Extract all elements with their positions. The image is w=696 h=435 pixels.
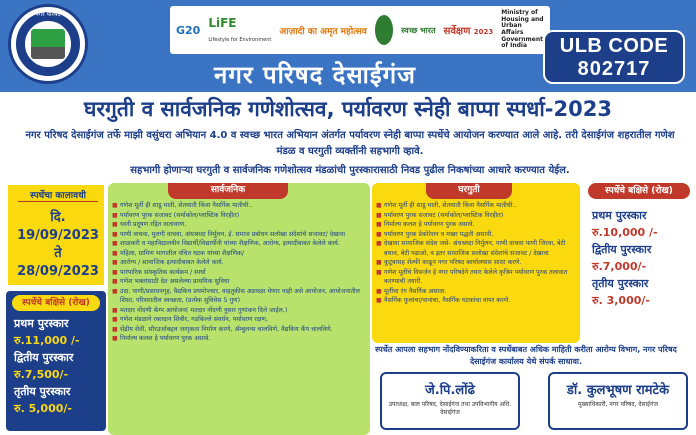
- council-name: नगर परिषद देसाईगंज: [214, 61, 416, 89]
- signature-block: [548, 372, 688, 430]
- ulb-code-value: 802717: [577, 58, 651, 80]
- criteria-item: ■ गणेश मूर्तीचे विसर्जन हे नगर परिषदेने तयार केलेले कृत्रिम पर्यावरण पुरक तलावात करण्याची तयारी.: [376, 268, 576, 287]
- criteria-item: ■ पर्यावरण पूरक सजावट (थर्माकोल/प्लास्टिक विरहीत): [112, 211, 366, 221]
- prize-name: द्वितीय पुरस्कार: [14, 351, 74, 364]
- household-criteria-label: घरगुती: [426, 183, 512, 199]
- logo-strip: [170, 6, 550, 54]
- criteria-item: ■ शाळकरी व महाविद्यालयीन विद्यार्थी/विद्यार्थीनी यांच्या शैक्षणिक, आरोग्य, इत्यादीबाबत केलेले कार्य.: [112, 239, 366, 249]
- criteria-item: ■ निर्माल्य कलश हे पर्यावरण पुरक असावे.: [376, 220, 576, 230]
- schedule-dates: [12, 209, 104, 281]
- criteria-item: ■ मूर्तीचा रंग नैसर्गिक असावा.: [376, 287, 576, 297]
- prizes-right-box: [588, 183, 690, 355]
- life-logo-subtitle: Lifestyle for Environment: [208, 37, 272, 43]
- prize-name: प्रथम पुरस्कार: [14, 317, 69, 330]
- criteria-item: ■ सेंद्रीय शेती, सौरउर्जाबद्दल जागृकता निर्माण करणे, ॲम्बुलन्स चालविणे, वैद्यकिय कॅंप चालविणे.: [112, 325, 366, 335]
- criteria-subline: सहभागी होणाऱ्या घरगुती व सार्वजनिक गणेशोत्सव मंडळांची पुरस्कारासाठी निवड पुढील निकषांच्या आधारे करण्यात येईल.: [130, 165, 570, 176]
- criteria-item: ■ कुटूंबासह शेल्फी काढून नगर परिषद कार्यालयास सादर करणे.: [376, 258, 576, 268]
- contact-note: स्पर्धेत आपला सहभाग नोंदविण्याकरिता व स्पर्धेबाबत अधिक माहिती करीता आरोग्य विभाग, नगर परिषद देसाईगंज कार्यालय येथे संपर्क साधावा.: [375, 345, 677, 366]
- schedule-box: [6, 183, 106, 287]
- criteria-item: ■ नैसर्गिक फुलांचा/पानांचा, नैसर्गिक घटकांचा वापर करणे.: [376, 296, 576, 306]
- prize-amount: रु.11,000 /-: [14, 334, 80, 347]
- emblem-core-icon: [31, 29, 65, 59]
- azadi-logo: आज़ादी का अमृत महोत्सव: [279, 26, 367, 37]
- public-criteria-label: सार्वजनिक: [168, 183, 288, 199]
- ulb-code-badge: [543, 30, 685, 84]
- criteria-item: ■ मतदार नोंदणी कॅम्प आयोजन( मतदार नोंदणी नुसार गुणांकन दिले जाईल.): [112, 306, 366, 316]
- criteria-item: ■ गणेश मंडळाने रक्तदान शिबीर, गडकिल्ले संवर्धन, पर्यावरण रक्षण,: [112, 315, 366, 325]
- criteria-item: ■ गणेश भक्तांसाठी देत असलेल्या प्राथमिक सुविधा: [112, 277, 366, 287]
- prizes-right-label: स्पर्धेचे बक्षिसे (रोख): [588, 183, 690, 199]
- prize-amount: रु. 3,000/-: [592, 294, 650, 307]
- sarvekshan-year: 2023: [473, 28, 494, 36]
- schedule-from: दि. 19/09/2023: [17, 210, 99, 243]
- page-title: घरगुती व सार्वजनिक गणेशोत्सव, पर्यावरण स्नेही बाप्पा स्पर्धा-2023: [84, 97, 612, 121]
- swachh-bharat-icon: [375, 15, 393, 45]
- criteria-item: ■ पाणी वाचवा, मुलगी वाचवा, अंधश्रध्दा निर्मुलन, ई. समाज प्रबोधन सलोखा संदेशांचे सजावट/ देखावा: [112, 230, 366, 240]
- schedule-label: स्पर्धेचा कालावधी: [18, 188, 98, 202]
- sarvekshan-text: सर्वेक्षण: [443, 26, 471, 37]
- prize-amount: रु. 5,000/-: [14, 402, 72, 415]
- prize-name: तृतीय पुरस्कार: [592, 277, 649, 290]
- household-criteria-box: [372, 183, 580, 343]
- criteria-item: ■ निर्माल्य कलश हे पर्यावरण पुरक असावे.: [112, 334, 366, 344]
- signatory-role: उपाध्यक्ष, बाल परिषद, देसाईगंज तथा उपविभागीय अधि. देसाईगंज: [388, 401, 512, 416]
- schedule-to-word: ते: [54, 246, 62, 261]
- prizes-left-label: स्पर्धेचे बक्षिसे (रोख): [12, 295, 100, 311]
- prize-amount: रु.7,000/-: [592, 260, 647, 273]
- left-column: [0, 183, 108, 435]
- ministry-logo: Ministry of Housing and Urban Affairs Government of India: [501, 9, 544, 50]
- prize-amount: रु.10,000 /-: [592, 226, 658, 239]
- prizes-left-box: [6, 291, 106, 431]
- public-criteria-list: [112, 201, 366, 344]
- signatory-role: मुख्याधिकारी, नगर परिषद, देसाईगंज: [578, 401, 658, 408]
- criteria-item: ■ आरोग्य / सामाजिक इत्यादीबाबत केलेले कार्य.: [112, 258, 366, 268]
- life-logo: [208, 16, 271, 44]
- header-band: [0, 0, 696, 92]
- ulb-code-label: ULB CODE: [559, 35, 669, 57]
- public-criteria-box: [108, 183, 370, 435]
- criteria-item: ■ पर्यावरण पुरक डेकोरेशन व मखर पद्धती असावी.: [376, 230, 576, 240]
- g20-logo: G20: [176, 23, 201, 37]
- prize-name: द्वितीय पुरस्कार: [592, 243, 652, 256]
- intro-text: नगर परिषद देसाईगंज तर्फे माझी वसुंधरा अभियान 4.0 व स्वच्छ भारत अभियान अंतर्गत पर्यावरण स्नेही बाप्पा स्पर्धेचे आयोजन करण्यात आले आहे. तरी देसाईगंज शहरातील गणेश मंडळ व घरगुती व्यक्तींनी सहभागी व्हावे.: [25, 130, 675, 157]
- criteria-item: ■ उदा. पाणी/प्रसाधनगृह, वैद्यकिय प्रथमोपचार, वाहतुकीस अडथळा येणार नाही असे आयोजन, आयोजनातील शिस्त, परिसरातील स्वच्छता, (प्रत्येक सुविधेस 5 गुण): [112, 287, 366, 306]
- emblem-text: देसाईगंज नगर परिषद देसाईगंज: [13, 11, 83, 18]
- criteria-item: ■ पारंपारिक सांस्कृतिक कार्यक्रम / स्पर्धा: [112, 268, 366, 278]
- swachh-logo: स्वच्छ भारत: [401, 25, 436, 35]
- schedule-to: 28/09/2023: [17, 264, 99, 279]
- signature-block: [380, 372, 520, 430]
- sarvekshan-logo: [444, 23, 494, 37]
- household-criteria-list: [376, 201, 576, 306]
- criteria-item: ■ गणेश मूर्ती ही शाडू माती, शेतमाती किंवा नैसर्गिक मातीची..: [112, 201, 366, 211]
- criteria-item: ■ पर्यावरण पुरक सजावट (थर्माकोल/प्लास्टिक विरहीत): [376, 211, 576, 221]
- prizes-right-list: [592, 207, 690, 309]
- prizes-left-list: [14, 315, 102, 417]
- signatory-name: डॉ. कुलभूषण रामटेके: [566, 383, 670, 398]
- prize-amount: रु.7,500/-: [14, 368, 69, 381]
- criteria-item: ■ देखावा सामाजिक संदेश जसे- अंधश्रध्दा निर्मुलन, पाणी वाचवा पाणी जिरवा, बेटी बचाव, बेटी पढाओ, व इतर सामाजिक सलोखा संदेशांचे सजावट / देखावा: [376, 239, 576, 258]
- criteria-item: ■ ध्वनी प्रदूषण रहित वातावरण.: [112, 220, 366, 230]
- signatory-name: जे.पि.लोंढे: [425, 383, 475, 398]
- prize-name: प्रथम पुरस्कार: [592, 209, 647, 222]
- prize-name: तृतीय पुरस्कार: [14, 385, 71, 398]
- council-emblem-icon: [8, 4, 88, 84]
- life-logo-text: LiFE: [208, 16, 237, 30]
- criteria-item: ■ महिला, ग्रामिण भागातील वंचित घटक यांच्या शैक्षणिक/: [112, 249, 366, 259]
- criteria-item: ■ गणेश मूर्ती ही शाडू माती, शेतमाती किंवा नैसर्गिक मातीची..: [376, 201, 576, 211]
